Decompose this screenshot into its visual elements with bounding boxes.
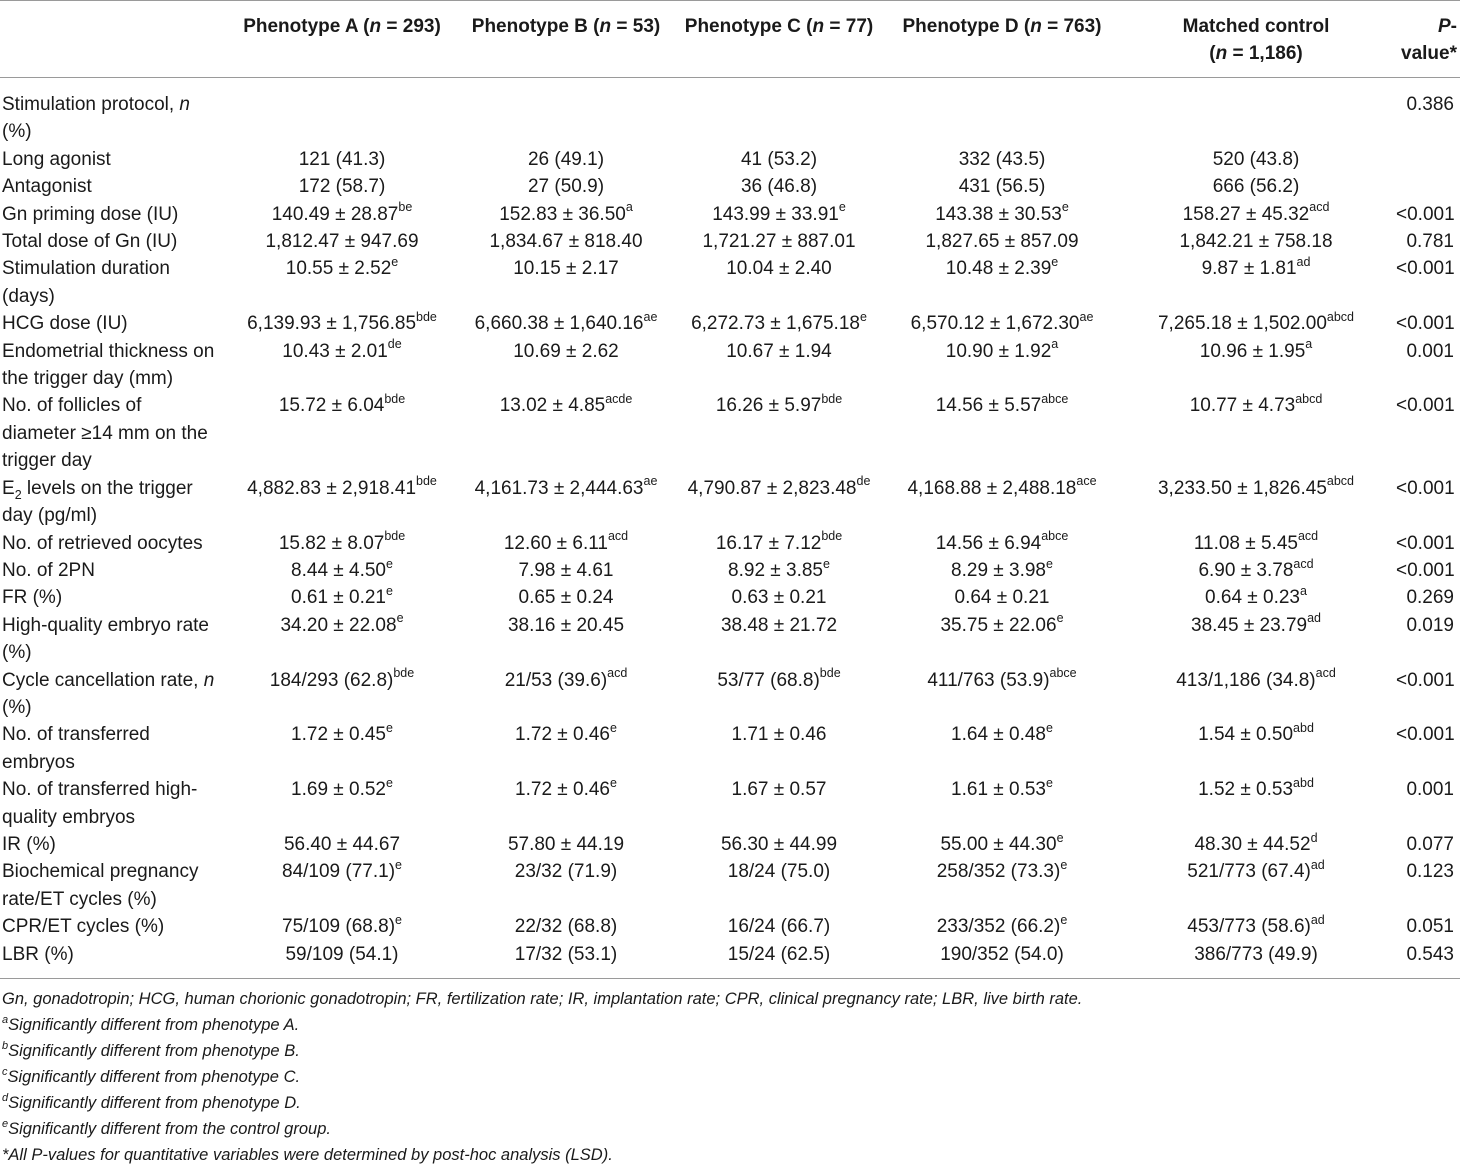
significance-marker: abd <box>1293 721 1314 736</box>
cell-a: 34.20 ± 22.08$^e$ <box>280 611 404 636</box>
cell-d: 6,570.12 ± 1,672.30$^{ae}$ <box>910 309 1094 335</box>
cell-a: 84/109 $(77.1)^e$ <box>282 858 402 883</box>
cell-b: 22/32 (68.8) <box>514 916 618 938</box>
table-row <box>0 146 1460 173</box>
cell-c: 16/24 (66.7) <box>727 916 831 938</box>
cell-ctrl: 1,842.21 ± 758.18 <box>1179 231 1333 253</box>
significance-marker: bde <box>416 474 437 489</box>
cell-ctrl: 38.45 ± 23.79$^{ad}$ <box>1191 611 1321 636</box>
significance-marker: e <box>1061 200 1069 215</box>
cell-b: 1.72 ± 0.46$^e$ <box>515 775 617 801</box>
row-label: Cycle cancellation rate, n (%) <box>2 669 215 718</box>
table-row <box>0 228 1460 255</box>
significance-marker: ad <box>1310 858 1325 873</box>
cell-ctrl: $10.77 \pm 4.73^{abcd}$ <box>1189 392 1323 417</box>
table-row <box>0 530 1460 557</box>
header-phenotype-c: Phenotype C (n = 77) <box>672 1 886 78</box>
cell-d: 35.75 ± 22.06$^e$ <box>940 611 1064 636</box>
cell-p-value: <0.001 <box>1396 559 1455 581</box>
significance-marker: e <box>1056 830 1064 845</box>
cell-a: 10.43 ± 2.01de <box>282 337 402 362</box>
cell-p-value <box>1394 173 1460 200</box>
significance-marker: ad <box>1296 255 1311 270</box>
table-row <box>0 584 1460 611</box>
cell-ctrl: 6.90 ± 3.78$^{acd}$ <box>1198 556 1314 581</box>
significance-marker: e <box>386 583 393 598</box>
cell-a: 15.82 ± 8.07$^{bde}$ <box>278 529 406 554</box>
row-label: FR (%) <box>2 587 63 609</box>
cell-ctrl: 666 (56.2) <box>1212 176 1300 198</box>
table-row <box>0 255 1460 310</box>
table-header <box>0 1 1460 78</box>
cell-p-value: 0.051 <box>1406 916 1454 938</box>
cell-d: 55.00 ± 44.30$^e$ <box>940 830 1064 855</box>
significance-marker: abcd <box>1326 474 1354 489</box>
significance-marker: e <box>1046 556 1053 571</box>
significance-marker: ae <box>643 474 658 489</box>
row-label: Total dose of Gn (IU) <box>2 231 178 253</box>
significance-marker: e <box>395 912 402 927</box>
cell-b: 57.80 ± 44.19 <box>507 833 625 855</box>
cell-d: 258/352 $(73.3)^e$ <box>936 858 1068 883</box>
table-footnotes <box>0 979 1460 1168</box>
cell-c: 0.63 ± 0.21 <box>731 587 827 609</box>
cell-c: 143.99 ± 33.91$^e$ <box>712 200 846 225</box>
significance-marker: e <box>823 556 830 571</box>
cell-d: 10.48 ± 2.39$^e$ <box>945 255 1059 280</box>
significance-marker: a <box>1051 337 1059 352</box>
cell-c: 41 (53.2) <box>740 148 818 170</box>
significance-marker: e <box>396 611 404 626</box>
cell-ctrl: 11.08 ± 5.45$^{acd}$ <box>1193 529 1319 554</box>
significance-marker: abce <box>1041 529 1069 544</box>
cell-a: 1,812.47 ± 947.69 <box>265 231 419 253</box>
cell-b: 7.98 ± 4.61 <box>518 559 614 581</box>
significance-marker: e <box>386 775 393 790</box>
significance-marker: e <box>1046 775 1053 790</box>
cell-ctrl: 10.96 ± 1.95$^a$ <box>1199 337 1313 362</box>
cell-d: 4,168.88 ± 2,488.18$^{ace}$ <box>907 474 1097 499</box>
significance-marker: e <box>838 200 846 215</box>
significance-marker: e <box>1060 858 1068 873</box>
row-label: Long agonist <box>2 148 111 170</box>
cell-c: 1,721.27 ± 887.01 <box>702 231 856 253</box>
cell-c: 18/24 (75.0) <box>727 861 831 883</box>
cell-ctrl: 9.87 ± 1.81$^{ad}$ <box>1201 255 1311 280</box>
significance-marker: a <box>1305 337 1313 352</box>
row-label: No. of transferred embryos <box>2 724 150 773</box>
cell-a: 6,139.93 ± 1,756.85$^{bde}$ <box>247 309 437 335</box>
significance-marker: abce <box>1041 392 1069 407</box>
significance-marker: e <box>859 309 867 324</box>
cell-p-value: <0.001 <box>1396 313 1455 335</box>
cell-p-value: 0.386 <box>1406 94 1454 115</box>
significance-marker: ae <box>1079 309 1094 324</box>
cell-c: 1.67 ± 0.57 <box>731 779 827 801</box>
table-row <box>0 173 1460 200</box>
significance-marker: a <box>1300 583 1307 598</box>
cell-c: 4,790.87 ± 2,823.48de <box>687 474 871 499</box>
cell-b <box>460 78 672 146</box>
table-row <box>0 913 1460 940</box>
cell-b: 38.16 ± 20.45 <box>507 614 625 636</box>
table-row <box>0 475 1460 530</box>
cell-a: 10.55 ± 2.52$^e$ <box>285 255 399 280</box>
significance-marker: bde <box>384 529 406 544</box>
cell-c: 15/24 (62.5) <box>727 943 831 965</box>
significance-marker: abcd <box>1295 392 1323 407</box>
cell-a: 1.72 ± 0.45$^e$ <box>291 721 393 746</box>
cell-b: 0.65 ± 0.24 <box>518 587 614 609</box>
significance-marker: bde <box>819 666 841 681</box>
cell-a: 1.69 ± 0.52$^e$ <box>291 775 393 801</box>
significance-marker: ae <box>643 309 658 324</box>
row-label: IR (%) <box>2 833 56 855</box>
cell-ctrl: 1.54 ± 0.50$^{abd}$ <box>1198 721 1314 746</box>
significance-marker: acd <box>1309 200 1330 215</box>
cell-a: 121 (41.3) <box>298 148 386 170</box>
row-label: Antagonist <box>2 176 92 198</box>
cell-a: 59/109 (54.1) <box>285 943 399 965</box>
cell-b: 1.72 ± 0.46$^e$ <box>515 721 617 746</box>
cell-c: 36 (46.8) <box>740 176 818 198</box>
cell-p-value: 0.001 <box>1406 779 1454 801</box>
cell-d: 0.64 ± 0.21 <box>954 587 1050 609</box>
significance-marker: bde <box>393 666 415 681</box>
cell-c: 8.92 ± 3.85$^e$ <box>728 556 830 581</box>
significance-marker: e <box>1056 611 1064 626</box>
significance-marker: bde <box>384 392 406 407</box>
significance-marker: a <box>625 200 633 215</box>
cell-d: 190/352 (54.0) <box>940 943 1064 965</box>
cell-a: 15.72 ± 6.04$^{bde}$ <box>278 392 406 417</box>
significance-marker: e <box>610 775 617 790</box>
cell-p-value: <0.001 <box>1396 395 1455 417</box>
row-label: No. of retrieved oocytes <box>2 532 203 554</box>
significance-marker: acd <box>607 529 629 544</box>
cell-c: 16.26 ± 5.97$^{bde}$ <box>715 392 843 417</box>
cell-a: 75/109 $(68.8)^e$ <box>282 912 402 938</box>
significance-marker: ad <box>1307 611 1321 626</box>
cell-b: 27 (50.9) <box>527 176 605 198</box>
cell-p-value: <0.001 <box>1396 477 1455 499</box>
cell-p-value <box>1394 146 1460 173</box>
header-phenotype-b: Phenotype B (n = 53) <box>460 1 672 78</box>
cell-p-value: 0.001 <box>1406 340 1454 362</box>
row-label: $E_2$ levels on the trigger day (pg/ml) <box>2 477 193 527</box>
cell-c: 6,272.73 ± 1,675.18$^e$ <box>691 309 867 335</box>
significance-marker: e <box>610 721 617 736</box>
table-row <box>0 338 1460 393</box>
cell-p-value: 0.019 <box>1406 614 1454 636</box>
table-row <box>0 557 1460 584</box>
cell-p-value: <0.001 <box>1396 258 1455 280</box>
cell-b: 4,161.73 ± 2,444.63$^{ae}$ <box>474 474 658 499</box>
footnote-a: $^a$Significantly different from phenotype A. <box>2 1013 300 1034</box>
significance-marker: ace <box>1076 474 1097 489</box>
significance-marker: e <box>386 556 393 571</box>
footnote-d: $^d$Significantly different from phenotype D. <box>2 1091 301 1112</box>
cell-a: 8.44 ± 4.50$^e$ <box>291 556 393 581</box>
table-row <box>0 776 1460 831</box>
row-label: Endometrial thickness on the trigger day (mm) <box>2 340 215 390</box>
significance-marker: acd <box>1293 556 1314 571</box>
significance-marker: be <box>398 200 413 215</box>
table-row <box>0 392 1460 474</box>
cell-d: 10.90 ± 1.92$^a$ <box>945 337 1059 362</box>
significance-marker: bde <box>821 529 843 544</box>
header-phenotype-a: Phenotype A (n = 293) <box>224 1 460 78</box>
cell-d: 1,827.65 ± 857.09 <box>925 231 1079 253</box>
cell-c: 16.17 ± 7.12$^{bde}$ <box>715 529 843 554</box>
cell-a: 4,882.83 ± 2,918.41$^{bde}$ <box>247 474 437 499</box>
row-label: No. of 2PN <box>2 559 95 581</box>
cell-p-value: <0.001 <box>1396 532 1455 554</box>
cell-p-value: 0.123 <box>1406 861 1454 883</box>
significance-marker: ad <box>1310 912 1325 927</box>
cell-p-value: <0.001 <box>1396 724 1455 746</box>
table-row <box>0 201 1460 228</box>
footnote-p-value: *All P-values for quantitative variables were determined by post-hoc analysis (LSD). <box>2 1146 613 1164</box>
cell-d: 411/763 $(53.9)^{abce}$ <box>927 666 1077 691</box>
cell-ctrl: $7,265.18 \pm 1,502.00^{abcd}$ <box>1157 309 1354 335</box>
row-label: CPR/ET cycles (%) <box>2 916 165 938</box>
cell-d: $14.56 \pm 5.57^{abce}$ <box>935 392 1069 417</box>
cell-b: 10.69 ± 2.62 <box>513 340 619 362</box>
row-label: Stimulation duration (days) <box>2 258 170 307</box>
table-row <box>0 858 1460 913</box>
cell-d: 143.38 ± 30.53$^e$ <box>935 200 1069 225</box>
footnote-c: $^c$Significantly different from phenotype C. <box>2 1065 301 1086</box>
cell-ctrl: 521/773 $(67.4)^{ad}$ <box>1187 858 1325 883</box>
cell-a <box>224 78 460 146</box>
cell-d: 233/352 $(66.2)^e$ <box>936 912 1068 938</box>
cell-c: 56.30 ± 44.99 <box>720 833 838 855</box>
cell-d: 332 (43.5) <box>958 148 1046 170</box>
cell-c <box>672 78 886 146</box>
cell-p-value: <0.001 <box>1396 669 1455 691</box>
footnote-e: $^e$Significantly different from the control group. <box>2 1117 331 1138</box>
cell-b: 152.83 ± 36.50$^a$ <box>499 200 633 225</box>
significance-marker: e <box>391 255 399 270</box>
significance-marker: e <box>395 858 402 873</box>
row-label: LBR (%) <box>2 943 74 965</box>
cell-ctrl: 520 (43.8) <box>1212 148 1300 170</box>
significance-marker: abce <box>1049 666 1077 681</box>
significance-marker: e <box>1046 721 1053 736</box>
row-label: No. of follicles of diameter ≥14 mm on the trigger day <box>2 395 208 472</box>
significance-marker: de <box>387 337 402 352</box>
cell-p-value: 0.781 <box>1406 231 1454 253</box>
significance-marker: abd <box>1293 775 1314 790</box>
cell-c: 1.71 ± 0.46 <box>731 724 827 746</box>
cell-ctrl: 386/773 (49.9) <box>1194 943 1318 965</box>
significance-marker: acde <box>605 392 633 407</box>
significance-marker: acd <box>1297 529 1319 544</box>
cell-d: 8.29 ± 3.98$^e$ <box>951 556 1053 581</box>
table-row <box>0 721 1460 776</box>
cell-d: $14.56 \pm 6.94^{abce}$ <box>935 529 1069 554</box>
cell-ctrl: 453/773 $(58.6)^{ad}$ <box>1187 912 1325 938</box>
significance-marker: e <box>386 721 393 736</box>
cell-p-value: 0.077 <box>1406 833 1454 855</box>
cell-b: 23/32 (71.9) <box>514 861 618 883</box>
significance-marker: e <box>1051 255 1059 270</box>
header-phenotype-d: Phenotype D (n = 763) <box>886 1 1118 78</box>
cell-c: 10.04 ± 2.40 <box>726 258 832 280</box>
row-label: High-quality embryo rate (%) <box>2 614 209 664</box>
cell-p-value: <0.001 <box>1396 203 1455 225</box>
cell-b: 12.60 ± 6.11$^{acd}$ <box>503 529 629 554</box>
row-label: Biochemical pregnancy rate/ET cycles (%) <box>2 861 199 910</box>
cell-d: 1.64 ± 0.48$^e$ <box>951 721 1053 746</box>
significance-marker: e <box>1060 912 1068 927</box>
cell-b: 10.15 ± 2.17 <box>513 258 619 280</box>
table-row <box>0 78 1460 146</box>
row-label: Gn priming dose (IU) <box>2 203 179 225</box>
significance-marker: de <box>856 474 871 489</box>
row-label: No. of transferred high-quality embryos <box>2 779 198 828</box>
cell-b: 1,834.67 ± 818.40 <box>489 231 643 253</box>
significance-marker: abcd <box>1326 309 1354 324</box>
table-row <box>0 831 1460 858</box>
table-row <box>0 310 1460 337</box>
table-row <box>0 667 1460 722</box>
row-label: HCG dose (IU) <box>2 313 128 335</box>
significance-marker: bde <box>416 309 437 324</box>
cell-p-value: 0.543 <box>1406 943 1454 965</box>
header-matched-control: Matched control (n = 1,186) <box>1118 1 1394 78</box>
cell-c: 53/77 $(68.8)^{bde}$ <box>717 666 841 691</box>
cell-ctrl: 1.52 ± 0.53$^{abd}$ <box>1198 775 1314 801</box>
cell-b: 6,660.38 ± 1,640.16$^{ae}$ <box>474 309 658 335</box>
cell-d: 1.61 ± 0.53$^e$ <box>951 775 1053 801</box>
table-body <box>0 78 1460 979</box>
significance-marker: d <box>1310 830 1318 845</box>
cell-b: 26 (49.1) <box>527 148 605 170</box>
cell-ctrl: $3,233.50 \pm 1,826.45^{abcd}$ <box>1157 474 1354 499</box>
row-label: Stimulation protocol, n (%) <box>2 94 190 143</box>
cell-a: 56.40 ± 44.67 <box>283 833 401 855</box>
cell-a: 0.61 ± 0.21$^e$ <box>291 583 393 609</box>
cell-d <box>886 78 1118 146</box>
cell-d: 431 (56.5) <box>958 176 1046 198</box>
cell-ctrl: 158.27 ± 45.32$^{acd}$ <box>1182 200 1330 225</box>
cell-a: 184/293 $(62.8)^{bde}$ <box>269 666 415 691</box>
table-row <box>0 612 1460 667</box>
significance-marker: bde <box>821 392 843 407</box>
significance-marker: acd <box>1315 666 1336 681</box>
cell-ctrl: 48.30 ± 44.52$^d$ <box>1194 830 1318 855</box>
cell-ctrl <box>1118 78 1394 146</box>
significance-marker: acd <box>607 666 628 681</box>
cell-a: 172 (58.7) <box>298 176 386 198</box>
cell-c: 10.67 ± 1.94 <box>726 340 832 362</box>
table-row <box>0 941 1460 979</box>
cell-p-value: 0.269 <box>1406 587 1454 609</box>
header-variable <box>0 1 224 78</box>
footnote-b: $^b$Significantly different from phenotype B. <box>2 1039 300 1060</box>
header-p-value: P- value* <box>1394 1 1460 78</box>
footnote-abbreviations: Gn, gonadotropin; HCG, human chorionic gonadotropin; FR, fertilization rate; IR, implantation rate; CPR, clinical pregnancy rate; LBR, live birth rate. <box>2 990 1083 1008</box>
cell-c: 38.48 ± 21.72 <box>720 614 838 636</box>
cell-b: $13.02 \pm 4.85^{acde}$ <box>499 392 633 417</box>
cell-b: 17/32 (53.1) <box>514 943 618 965</box>
cell-ctrl: 413/1,186 $(34.8)^{acd}$ <box>1176 666 1336 691</box>
cell-ctrl: 0.64 ± 0.23$^a$ <box>1205 583 1307 609</box>
cell-b: 21/53 $(39.6)^{acd}$ <box>504 666 628 691</box>
cell-a: 140.49 ± 28.87$^{be}$ <box>271 200 413 225</box>
